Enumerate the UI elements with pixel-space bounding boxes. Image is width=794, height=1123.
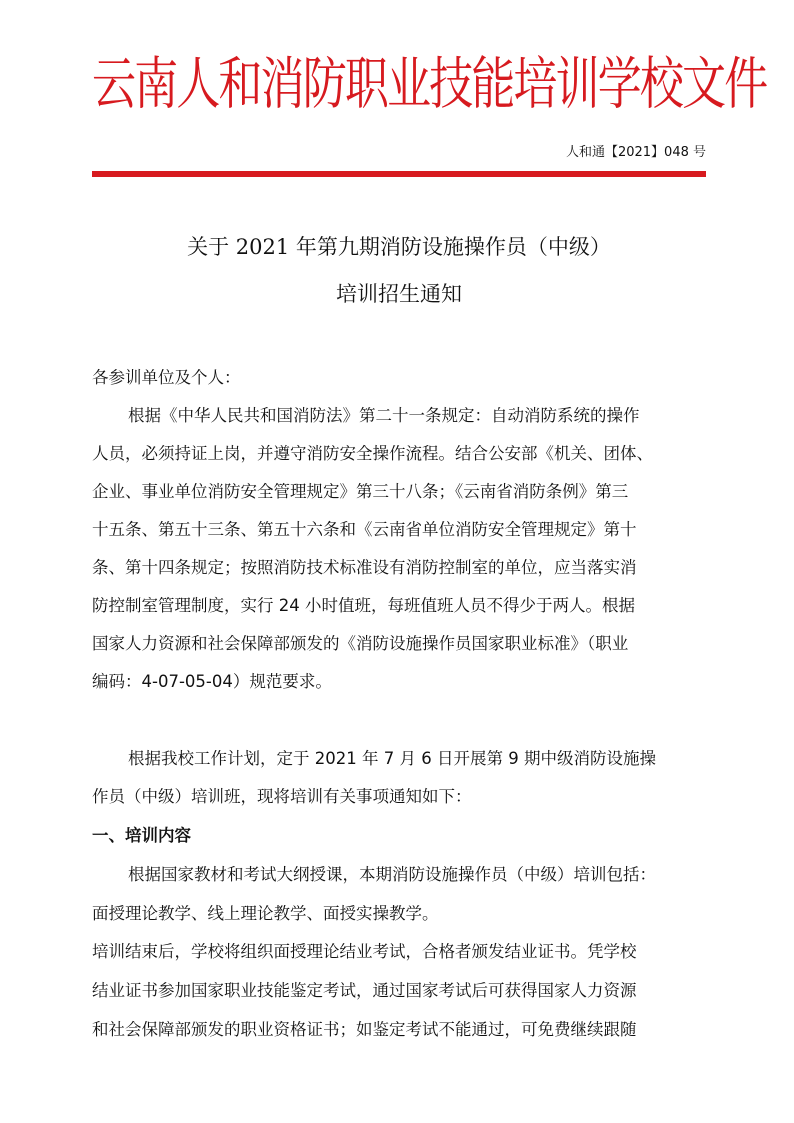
section-1-heading: 一、培训内容 xyxy=(92,826,191,845)
document-number: 人和通【2021】048 号 xyxy=(565,145,706,160)
notice-title-line-1: 关于 2021 年第九期消防设施操作员（中级） xyxy=(187,235,611,259)
paragraph-3-line: 面授理论教学、线上理论教学、面授实操教学。 xyxy=(92,904,439,923)
paragraph-1-line: 十五条、第五十三条、第五十六条和《云南省单位消防安全管理规定》第十 xyxy=(92,520,637,539)
paragraph-2-line: 根据我校工作计划，定于 2021 年 7 月 6 日开展第 9 期中级消防设施操 xyxy=(128,749,656,768)
paragraph-4-line: 和社会保障部颁发的职业资格证书；如鉴定考试不能通过，可免费继续跟随 xyxy=(92,1020,637,1039)
paragraph-1-line: 编码：4-07-05-04）规范要求。 xyxy=(92,672,332,691)
paragraph-1-line: 防控制室管理制度，实行 24 小时值班，每班值班人员不得少于两人。根据 xyxy=(92,596,635,615)
paragraph-2-line: 作员（中级）培训班，现将培训有关事项通知如下： xyxy=(92,787,472,806)
paragraph-1-line: 根据《中华人民共和国消防法》第二十一条规定：自动消防系统的操作 xyxy=(128,406,640,425)
red-divider-line xyxy=(92,171,706,177)
organization-header-title: 云南人和消防职业技能培训学校文件 xyxy=(92,50,767,117)
paragraph-1-line: 国家人力资源和社会保障部颁发的《消防设施操作员国家职业标准》（职业 xyxy=(92,634,629,653)
paragraph-3-line: 根据国家教材和考试大纲授课，本期消防设施操作员（中级）培训包括： xyxy=(128,865,656,884)
paragraph-4-line: 结业证书参加国家职业技能鉴定考试，通过国家考试后可获得国家人力资源 xyxy=(92,981,637,1000)
notice-title-line-2: 培训招生通知 xyxy=(336,282,462,306)
paragraph-4-line: 培训结束后，学校将组织面授理论结业考试，合格者颁发结业证书。凭学校 xyxy=(92,942,637,961)
paragraph-1-line: 人员，必须持证上岗，并遵守消防安全操作流程。结合公安部《机关、团体、 xyxy=(92,444,653,463)
paragraph-1-line: 条、第十四条规定；按照消防技术标准设有消防控制室的单位，应当落实消 xyxy=(92,558,637,577)
salutation: 各参训单位及个人： xyxy=(92,368,241,387)
paragraph-1-line: 企业、事业单位消防安全管理规定》第三十八条；《云南省消防条例》第三 xyxy=(92,482,629,501)
